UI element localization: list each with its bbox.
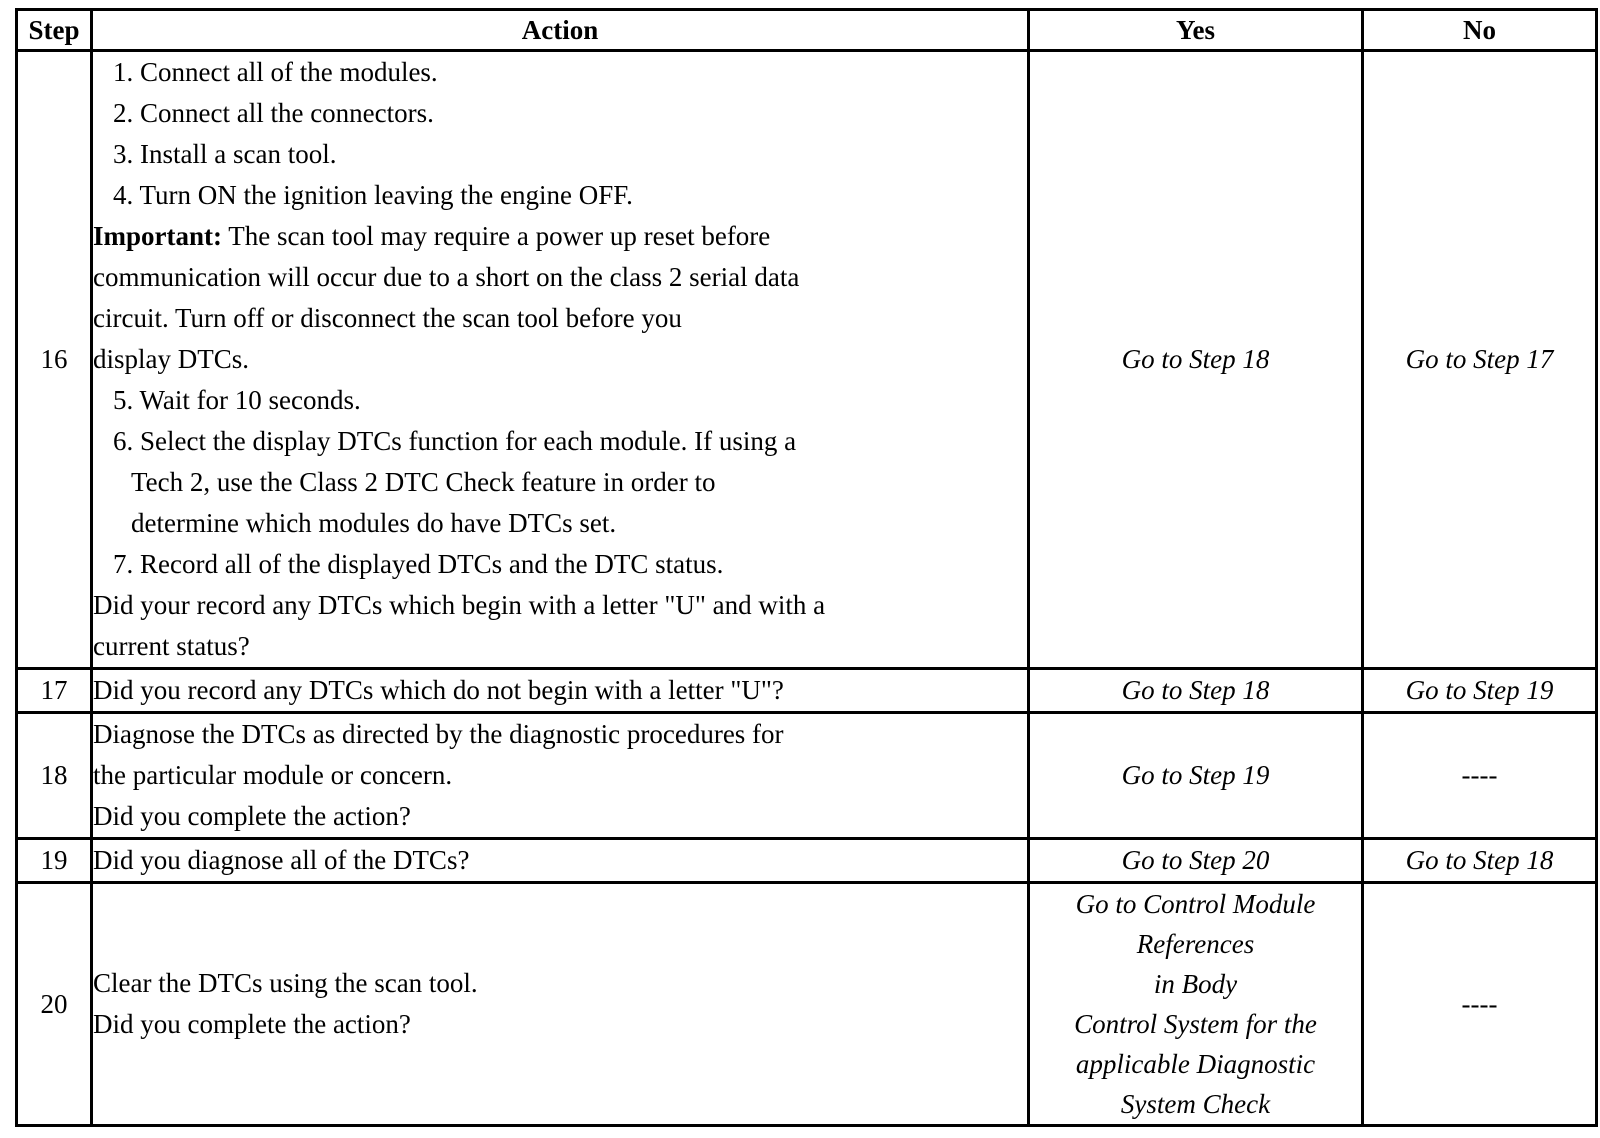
important-text: The scan tool may require a power up reset before — [222, 221, 771, 251]
header-yes: Yes — [1029, 10, 1363, 51]
action-line: 3. Install a scan tool. — [113, 139, 337, 169]
table-row — [17, 839, 1597, 883]
yes-line: Go to Control Module — [1075, 889, 1316, 919]
yes-line: System Check — [1120, 1089, 1271, 1119]
yes-cell: Go to Step 20 — [1029, 839, 1363, 883]
important-note — [93, 216, 1027, 257]
important-text: circuit. Turn off or disconnect the scan tool before you — [93, 303, 682, 333]
question-line: current status? — [93, 631, 250, 661]
important-text: display DTCs. — [93, 344, 250, 374]
action-line: 7. Record all of the displayed DTCs and the DTC status. — [113, 549, 724, 579]
header-action: Action — [92, 10, 1029, 51]
action-cell — [92, 883, 1029, 1126]
table-row — [17, 713, 1597, 839]
important-text: communication will occur due to a short on the class 2 serial data — [93, 262, 800, 292]
step-number: 18 — [17, 713, 92, 839]
action-cell — [92, 713, 1029, 839]
yes-line: applicable Diagnostic — [1075, 1049, 1316, 1079]
action-line: 4. Turn ON the ignition leaving the engine OFF. — [113, 180, 633, 210]
action-cell — [92, 669, 1029, 713]
yes-cell: Go to Step 18 — [1029, 669, 1363, 713]
question-line: Did your record any DTCs which begin with a letter "U" and with a — [93, 590, 826, 620]
no-cell: Go to Step 19 — [1363, 669, 1597, 713]
no-cell: Go to Step 18 — [1363, 839, 1597, 883]
action-line: 6. Select the display DTCs function for each module. If using a — [113, 426, 797, 456]
action-cell — [92, 839, 1029, 883]
yes-cell — [1029, 883, 1363, 1126]
yes-line: Control System for the — [1074, 1009, 1317, 1039]
yes-cell: Go to Step 19 — [1029, 713, 1363, 839]
no-cell: ---- — [1363, 883, 1597, 1126]
step-number: 16 — [17, 51, 92, 669]
header-step: Step — [17, 10, 92, 51]
step-number: 20 — [17, 883, 92, 1126]
action-line: determine which modules do have DTCs set. — [131, 508, 617, 538]
step-number: 17 — [17, 669, 92, 713]
question-line: Did you complete the action? — [93, 1009, 411, 1039]
action-line: 5. Wait for 10 seconds. — [113, 385, 361, 415]
action-line: Tech 2, use the Class 2 DTC Check feature in order to — [131, 467, 716, 497]
action-line: 2. Connect all the connectors. — [113, 98, 434, 128]
yes-line: References — [1136, 929, 1255, 959]
action-line: Clear the DTCs using the scan tool. — [93, 968, 478, 998]
question-line: Did you diagnose all of the DTCs? — [93, 845, 470, 875]
yes-cell: Go to Step 18 — [1029, 51, 1363, 669]
action-line: the particular module or concern. — [93, 760, 453, 790]
question-line: Did you record any DTCs which do not begin with a letter "U"? — [93, 675, 784, 705]
table-header-row — [17, 10, 1597, 51]
yes-line: in Body — [1153, 969, 1238, 999]
action-line: Diagnose the DTCs as directed by the diagnostic procedures for — [93, 719, 784, 749]
diagnostic-table — [15, 8, 1598, 1127]
no-cell: ---- — [1363, 713, 1597, 839]
question-line: Did you complete the action? — [93, 801, 411, 831]
action-cell — [92, 51, 1029, 669]
table-row — [17, 51, 1597, 669]
action-line: 1. Connect all of the modules. — [113, 57, 438, 87]
table-row — [17, 883, 1597, 1126]
header-no: No — [1363, 10, 1597, 51]
table-row — [17, 669, 1597, 713]
no-cell: Go to Step 17 — [1363, 51, 1597, 669]
step-number: 19 — [17, 839, 92, 883]
important-label: Important: — [93, 221, 222, 251]
